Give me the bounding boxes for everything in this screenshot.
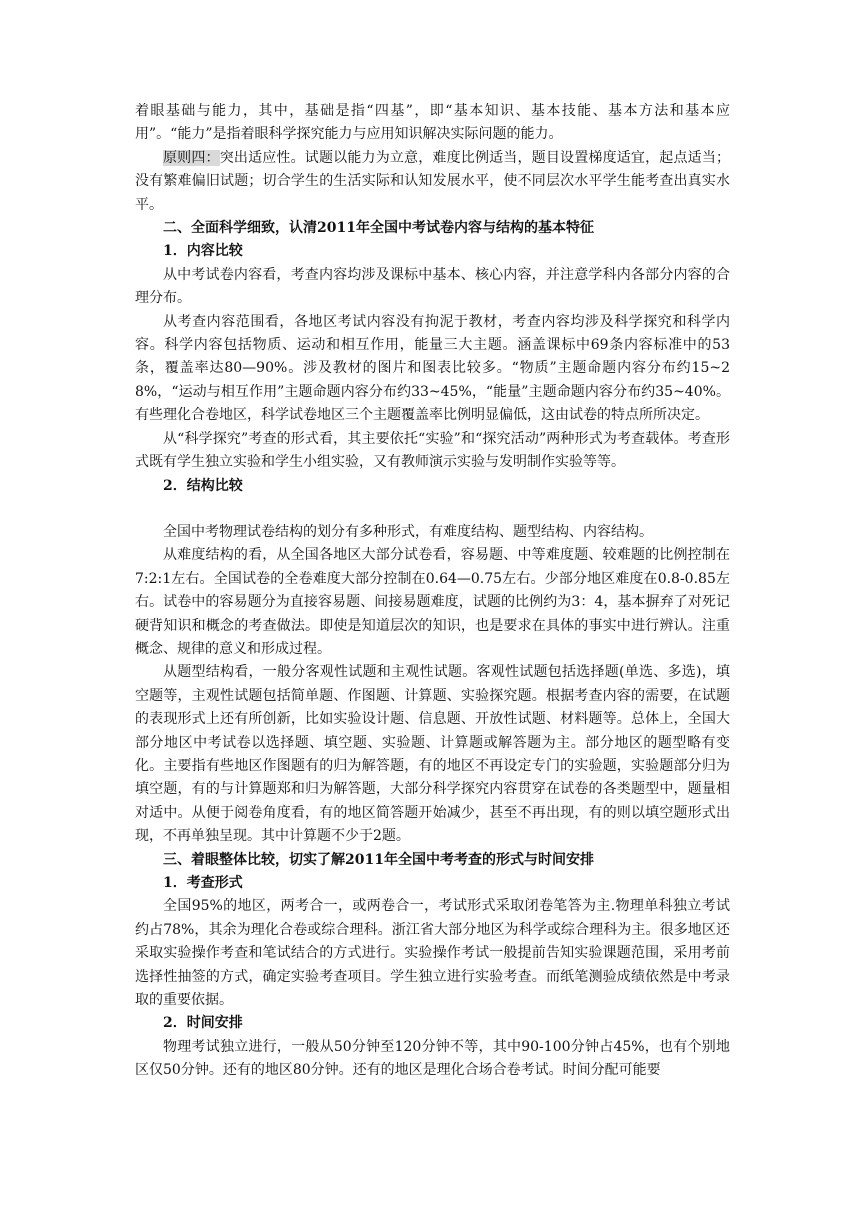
body-paragraph: 全国中考物理试卷结构的划分有多种形式，有难度结构、题型结构、内容结构。: [163, 523, 653, 540]
section-heading: 三、着眼整体比较，切实了解2011年全国中考考查的形式与时间安排: [163, 851, 594, 868]
section-heading: 1．考查形式: [163, 875, 243, 891]
body-paragraph: 从中考试卷内容看，考查内容均涉及课标中基本、核心内容，并注意学科内各部分内容的合理分布。: [135, 266, 730, 307]
body-paragraph: 从题型结构看，一般分客观性试题和主观性试题。客观性试题包括选择题(单选、多选)，填空题等，主观性试题包括简单题、作图题、计算题、实验探究题。根据考查内容的需要，在试题的表现形式上还有所创新，比如实验设计题、信息题、开放性试题、材料题等。总体上，全国大部分地区中考试卷以选择题、填空题、实验题、计算题或解答题为主。部分地区的题型略有变化。主要指有些地区作图题有的归为解答题，有的地区不再设定专门的实验题，实验题部分归为填空题，有的与计算题郑和归为解答题，大部分科学探究内容贯穿在试卷的各类题型中，题量相对适中。从便于阅卷角度看，有的地区简答题开始减少，甚至不再出现，有的则以填空题形式出现，不再单独呈现。其中计算题不少于2题。: [135, 664, 730, 845]
blank-line: [135, 498, 730, 521]
body-paragraph: 全国95%的地区，两考合一，或两卷合一，考试形式采取闭卷笔答为主.物理单科独立考试约占78%，其余为理化合卷或综合理科。浙江省大部分地区为科学或综合理科为主。很多地区还采取实验操作考查和笔试结合的方式进行。实验操作考试一般提前告知实验课题范围，采用考前选择性抽签的方式，确定实验考查项目。学生独立进行实验考查。而纸笔测验成绩依然是中考录取的重要依据。: [135, 898, 730, 1009]
body-paragraph: 从难度结构的看，从全国各地区大部分试卷看，容易题、中等难度题、较难题的比例控制在7:2:1左右。全国试卷的全卷难度大部分控制在0.64—0.75左右。少部分地区难度在0.8-0.85左右。试卷中的容易题分为直接容易题、间接易题难度，试题的比例约为3：4，基本摒弃了对死记硬背知识和概念的考查做法。即使是知道层次的知识，也是要求在具体的事实中进行辨认。注重概念、规律的意义和形成过程。: [135, 547, 730, 657]
body-paragraph: 从考查内容范围看，各地区考试内容没有拘泥于教材，考查内容均涉及科学探究和科学内容。科学内容包括物质、运动和相互作用，能量三大主题。涵盖课标中69条内容标准中的53条，覆盖率达80—90%。涉及教材的图片和图表比较多。“物质”主题命题内容分布约15~28%，“运动与相互作用”主题命题内容分布约33~45%，“能量”主题命题内容分布约35~40%。有些理化合卷地区，科学试卷地区三个主题覆盖率比例明显偏低，这由试卷的特点所所决定。: [135, 313, 730, 424]
body-paragraph: 着眼基础与能力，其中，基础是指“四基”，即“基本知识、基本技能、基本方法和基本应用”。“能力”是指着眼科学探究能力与应用知识解决实际问题的能力。: [135, 103, 730, 143]
body-paragraph: 从“科学探究”考查的形式看，其主要依托“实验”和“探究活动”两种形式为考查载体。考查形式既有学生独立实验和学生小组实验，又有教师演示实验与发明制作实验等等。: [135, 430, 730, 471]
principle-text: 突出适应性。试题以能力为立意，难度比例适当，题目设置梯度适宜，起点适当；没有繁难偏旧试题；切合学生的生活实际和认知发展水平，使不同层次水平学生能考查出真实水平。: [135, 149, 730, 213]
section-heading: 1．内容比较: [163, 243, 243, 260]
section-heading: 2．时间安排: [163, 1015, 243, 1032]
principle-paragraph: [135, 147, 730, 217]
section-heading: 二、全面科学细致，认清2011年全国中考试卷内容与结构的基本特征: [163, 220, 594, 237]
document-body: [135, 100, 730, 1083]
body-paragraph: 物理考试独立进行，一般从50分钟至120分钟不等，其中90-100分钟占45%，也有个别地区仅50分钟。还有的地区80分钟。还有的地区是理化合场合卷考试。时间分配可能要: [135, 1038, 730, 1079]
section-heading: 2．结构比较: [163, 477, 243, 494]
principle-label: 原则四：: [163, 149, 220, 166]
